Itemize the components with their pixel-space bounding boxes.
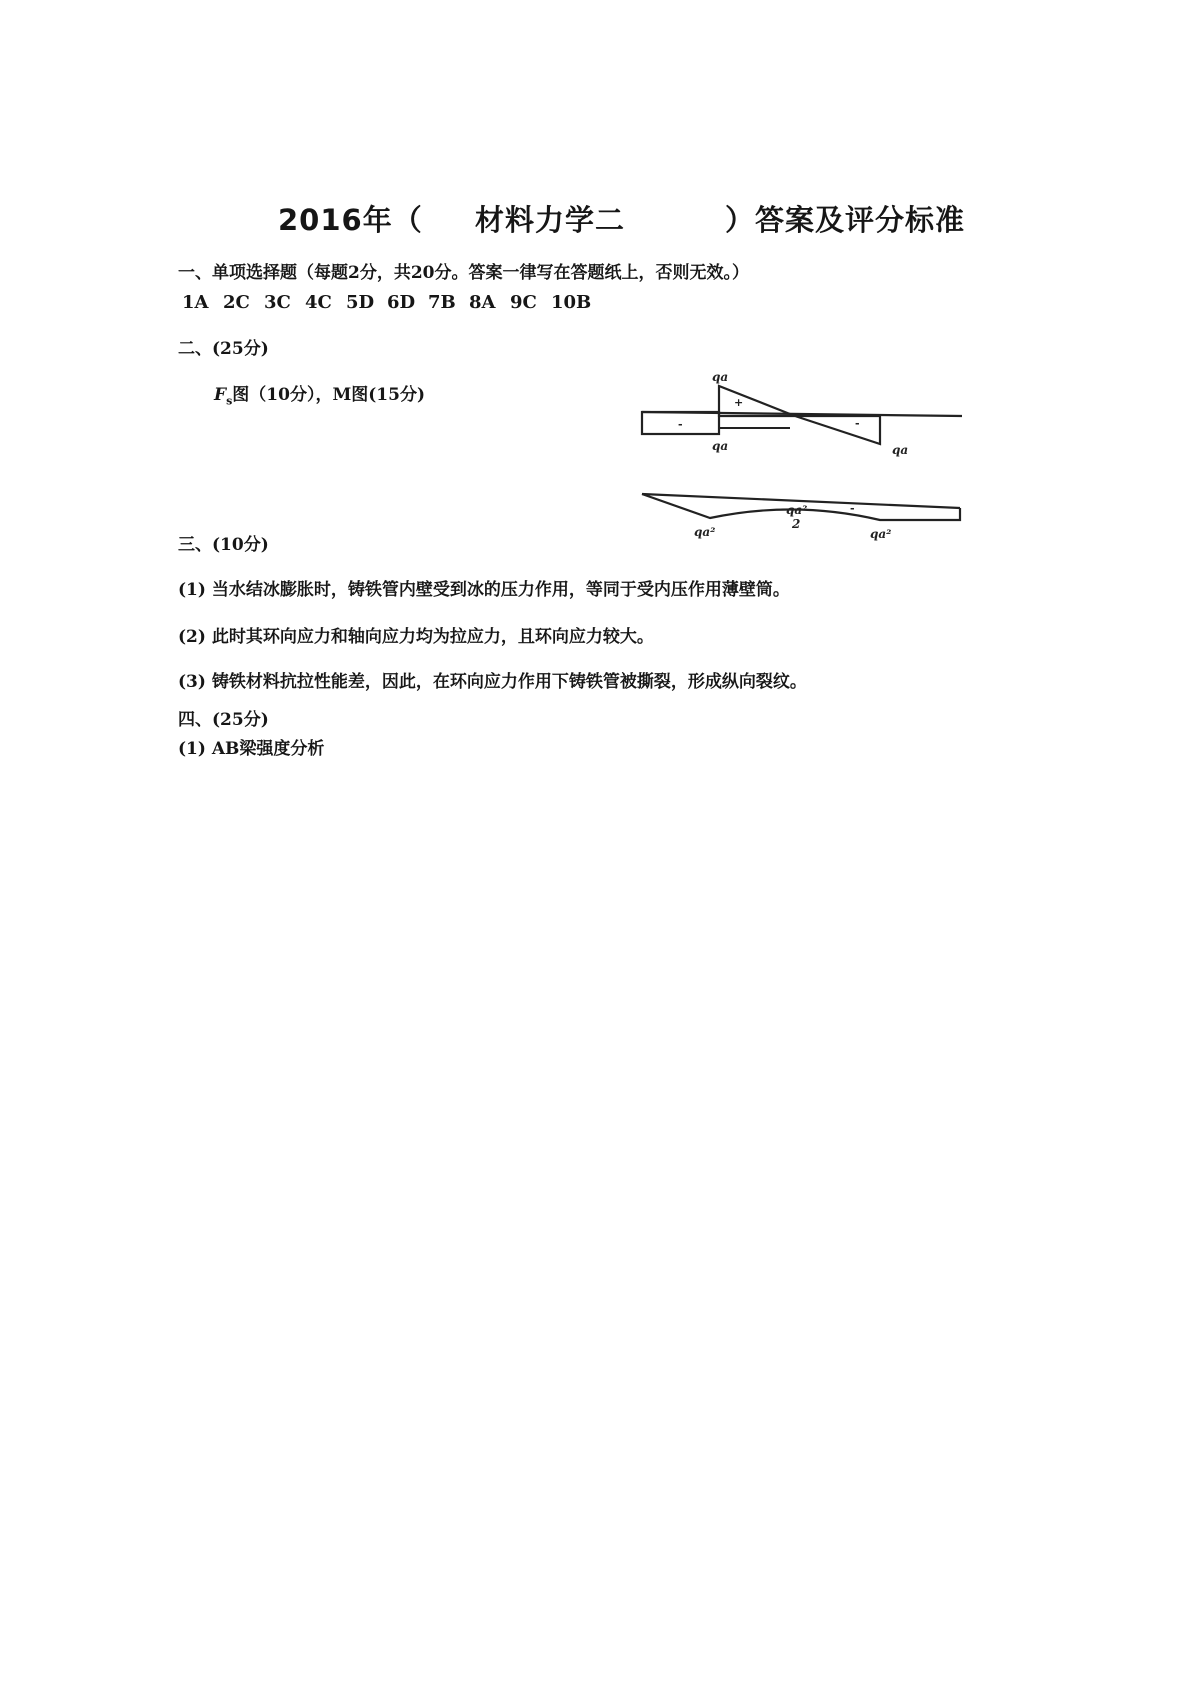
shear-plus-sign: + bbox=[734, 396, 744, 409]
title-subject: 材料力学二 bbox=[475, 203, 626, 237]
section3-item: (3) 铸铁材料抗拉性能差，因此，在环向应力作用下铸铁管被撕裂，形成纵向裂纹。 bbox=[178, 672, 807, 692]
moment-label-mid-denominator: 2 bbox=[792, 517, 801, 531]
shear-minus-right: - bbox=[855, 417, 860, 430]
section1-heading: 一、单项选择题（每题2分，共20分。答案一律写在答题纸上，否则无效。） bbox=[178, 263, 749, 283]
moment-label-left: qa² bbox=[694, 525, 716, 539]
moment-label-right: qa² bbox=[870, 527, 892, 541]
section2-heading: 二、(25分) bbox=[178, 339, 269, 359]
answer-item: 2C bbox=[223, 292, 250, 313]
section1-answer-list bbox=[182, 292, 592, 313]
moment-minus-sign: - bbox=[850, 502, 855, 515]
answer-item: 9C bbox=[510, 292, 537, 313]
answer-item: 1A bbox=[182, 292, 209, 313]
section3-item: (2) 此时其环向应力和轴向应力均为拉应力，且环向应力较大。 bbox=[178, 627, 654, 647]
section3-item: (1) 当水结冰膨胀时，铸铁管内壁受到冰的压力作用，等同于受内压作用薄壁筒。 bbox=[178, 580, 790, 600]
shear-negative-triangle bbox=[795, 416, 880, 444]
shear-minus-left: - bbox=[678, 418, 683, 431]
shear-label-top: qa bbox=[712, 370, 729, 384]
bending-moment-diagram bbox=[630, 488, 970, 548]
section3-heading: 三、(10分) bbox=[178, 535, 269, 555]
answer-item: 5D bbox=[346, 292, 375, 313]
answer-item: 8A bbox=[469, 292, 496, 313]
answer-item: 7B bbox=[428, 292, 456, 313]
caption-subscript: s bbox=[226, 394, 233, 408]
answer-item: 6D bbox=[387, 292, 416, 313]
shear-positive-triangle bbox=[719, 386, 795, 416]
title-closing: ）答案及评分标准 bbox=[725, 203, 966, 237]
answer-item: 10B bbox=[551, 292, 592, 313]
shear-force-diagram bbox=[630, 372, 970, 462]
title-year: 2016年（ bbox=[278, 203, 423, 237]
document-title bbox=[270, 198, 970, 248]
shear-label-left-bottom: qa bbox=[712, 439, 729, 453]
section4-item: (1) AB梁强度分析 bbox=[178, 739, 325, 759]
caption-text: 图（10分），M图(15分) bbox=[232, 385, 426, 405]
section2-diagram-caption bbox=[214, 380, 425, 407]
answer-item: 3C bbox=[264, 292, 291, 313]
answer-item: 4C bbox=[305, 292, 332, 313]
moment-label-mid: qa² bbox=[786, 503, 808, 517]
section4-heading: 四、(25分) bbox=[178, 710, 269, 730]
caption-symbol: F bbox=[214, 385, 227, 405]
shear-label-right-bottom: qa bbox=[892, 443, 909, 457]
